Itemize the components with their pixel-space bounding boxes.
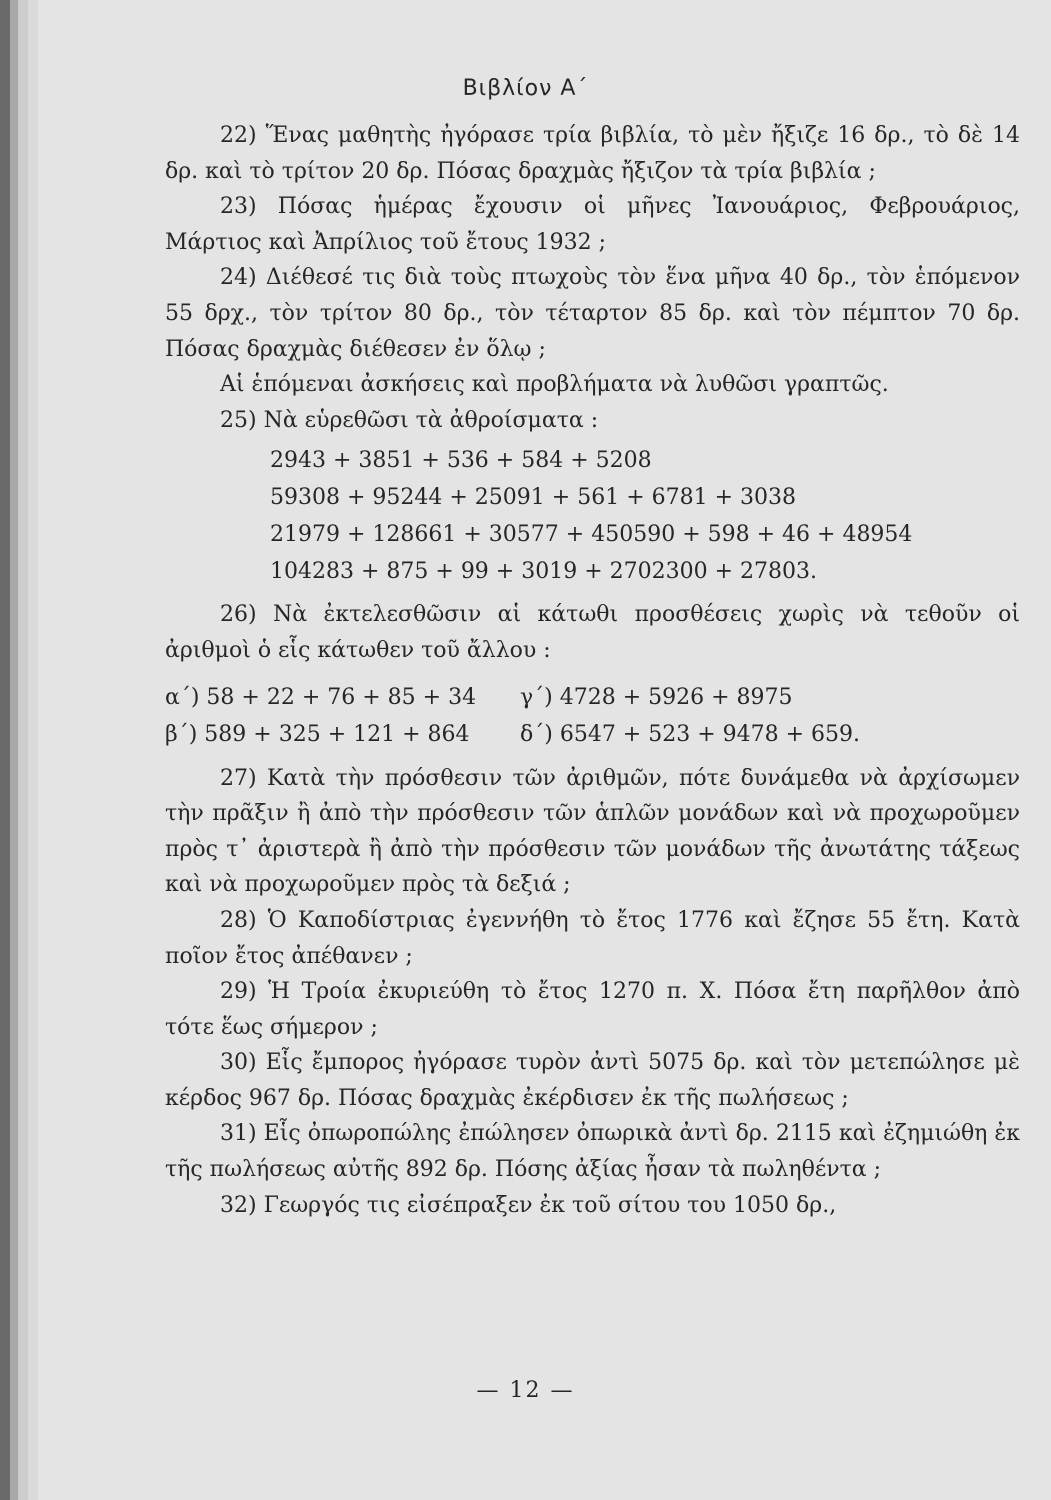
sum-line: 104283 + 875 + 99 + 3019 + 2702300 + 27803. xyxy=(270,559,818,585)
page-edge-shadow xyxy=(0,0,10,1500)
pair-row xyxy=(165,716,1020,753)
pair-item: γ΄) 4728 + 5926 + 8975 xyxy=(520,684,793,710)
sum-list xyxy=(165,442,1020,590)
instructions: Αἱ ἑπόμεναι ἀσκήσεις καὶ προβλήματα νὰ λυθῶσι γραπτῶς. xyxy=(220,372,889,398)
exercise-30: 30) Εἷς ἔμπορος ἠγόρασε τυρὸν ἀντὶ 5075 δρ. καὶ τὸν μετεπώλησε μὲ κέρδος 967 δρ. Πόσας δραχμὰς ἐκέρδισεν ἐκ τῆς πωλήσεως ; xyxy=(165,1050,1020,1111)
exercise-23: 23) Πόσας ἡμέρας ἔχουσιν οἱ μῆνες Ἰανουάριος, Φεβρουάριος, Μάρτιος καὶ Ἀπρίλιος τοῦ ἔτους 1932 ; xyxy=(165,194,1020,255)
sum-line: 21979 + 128661 + 30577 + 450590 + 598 + 46 + 48954 xyxy=(270,522,913,548)
exercise-25: 25) Νὰ εὑρεθῶσι τὰ ἀθροίσματα : xyxy=(220,407,599,433)
exercise-28: 28) Ὁ Καποδίστριας ἐγεννήθη τὸ ἔτος 1776 καὶ ἔζησε 55 ἔτη. Κατὰ ποῖον ἔτος ἀπέθανεν ; xyxy=(165,907,1020,969)
page-number: — 12 — xyxy=(476,1378,575,1403)
running-header: Βιβλίον Α΄ xyxy=(462,76,589,101)
exercise-29: 29) Ἡ Τροία ἐκυριεύθη τὸ ἔτος 1270 π. Χ. Πόσα ἔτη παρῆλθον ἀπὸ τότε ἕως σήμερον ; xyxy=(165,979,1020,1040)
page-edge-shadow xyxy=(10,0,18,1500)
pair-item: α΄) 58 + 22 + 76 + 85 + 34 xyxy=(165,684,477,710)
page-edge-shadow xyxy=(28,0,38,1500)
exercise-27: 27) Κατὰ τὴν πρόσθεσιν τῶν ἀριθμῶν, πότε δυνάμεθα νὰ ἀρχίσωμεν τὴν πρᾶξιν ἢ ἀπὸ τὴν πρόσθεσιν τῶν ἁπλῶν μονάδων καὶ νὰ προχωροῦμεν πρὸς τ᾿ ἀριστερὰ ἢ ἀπὸ τὴν πρόσθεσιν τῶν μονάδων τῆς ἀνωτάτης τάξεως καὶ νὰ προχωροῦμεν πρὸς τὰ δεξιά ; xyxy=(165,765,1020,898)
addition-pairs xyxy=(165,679,1020,753)
pair-row xyxy=(165,679,1020,716)
exercise-26: 26) Νὰ ἐκτελεσθῶσιν αἱ κάτωθι προσθέσεις χωρὶς νὰ τεθοῦν οἱ ἀριθμοὶ ὁ εἷς κάτωθεν τοῦ ἄλλου : xyxy=(165,602,1020,663)
page-edge-shadow xyxy=(18,0,28,1500)
exercise-22: 22) Ἕνας μαθητὴς ἠγόρασε τρία βιβλία, τὸ μὲν ἤξιζε 16 δρ., τὸ δὲ 14 δρ. καὶ τὸ τρίτον 20 δρ. Πόσας δραχμὰς ἤξιζον τὰ τρία βιβλία ; xyxy=(165,123,1020,184)
exercise-24: 24) Διέθεσέ τις διὰ τοὺς πτωχοὺς τὸν ἕνα μῆνα 40 δρ., τὸν ἑπόμενον 55 δρχ., τὸν τρίτον 80 δρ., τὸν τέταρτον 85 δρ. καὶ τὸν πέμπτον 70 δρ. Πόσας δραχμὰς διέθεσεν ἐν ὅλῳ ; xyxy=(165,265,1020,362)
exercise-32: 32) Γεωργός τις εἰσέπραξεν ἐκ τοῦ σίτου του 1050 δρ., xyxy=(220,1192,837,1218)
pair-item: δ΄) 6547 + 523 + 9478 + 659. xyxy=(520,721,861,747)
page-content xyxy=(165,118,1020,1223)
sum-line: 59308 + 95244 + 25091 + 561 + 6781 + 3038 xyxy=(270,485,797,511)
pair-item: β΄) 589 + 325 + 121 + 864 xyxy=(165,721,470,747)
sum-line: 2943 + 3851 + 536 + 584 + 5208 xyxy=(270,448,652,474)
exercise-31: 31) Εἷς ὀπωροπώλης ἐπώλησεν ὀπωρικὰ ἀντὶ δρ. 2115 καὶ ἐζημιώθη ἐκ τῆς πωλήσεως αὐτῆς 892 δρ. Πόσης ἀξίας ἦσαν τὰ πωληθέντα ; xyxy=(165,1121,1020,1183)
